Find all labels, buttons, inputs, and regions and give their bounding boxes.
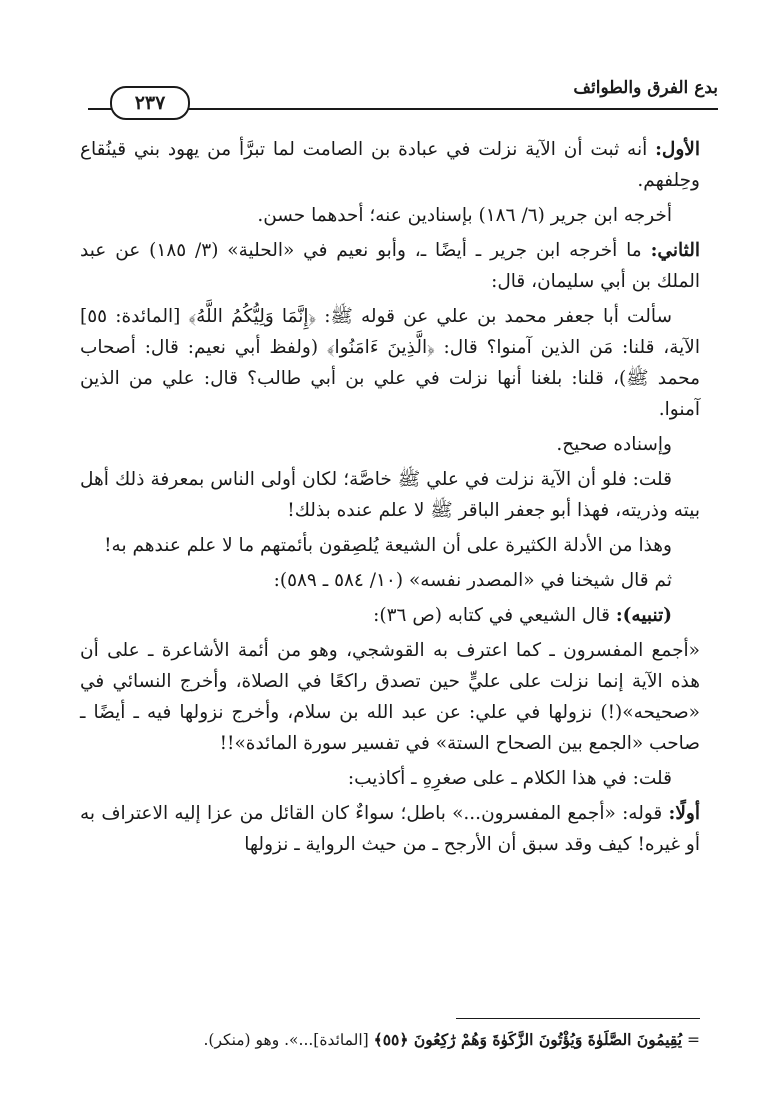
paragraph-text: قوله: «أجمع المفسرون...» باطل؛ سواءٌ كان القائل من عزا إليه الاعتراف به أو غيره! كيف وقد سبق أن الأرجح ـ من حيث الرواية ـ نزولها (80, 803, 700, 855)
page-header (88, 72, 718, 118)
paragraph (80, 200, 700, 231)
footnote-verse: يُقِيمُونَ الصَّلَوٰةَ وَيُؤْتُونَ الزَّكَوٰةَ وَهُمْ رَٰكِعُونَ ﴿٥٥﴾ (373, 1030, 683, 1049)
paragraph (80, 798, 700, 860)
paragraph-text: قلت: فلو أن الآية نزلت في علي ﷺ خاصَّة؛ لكان أولى الناس بمعرفة ذلك أهل بيته وذريته، فهذا أبو جعفر الباقر ﷺ لا علم عنده بذلك! (80, 469, 700, 521)
page-number: ٢٣٧ (110, 86, 190, 120)
page-body (80, 134, 700, 864)
paragraph-text: سألت أبا جعفر محمد بن علي عن قوله ﷺ: ﴿إِنَّمَا وَلِيُّكُمُ اللَّهُ﴾ [المائدة: ٥٥] الآية، قلنا: مَن الذين آمنوا؟ قال: ﴿الَّذِينَ ءَامَنُوا﴾ (ولفظ أبي نعيم: قال: أصحاب محمد ﷺ)، قلنا: بلغنا أنها نزلت في علي بن أبي طالب؟ قال: علي من الذين آمنوا. (80, 306, 700, 420)
paragraph-text: ما أخرجه ابن جرير ـ أيضًا ـ، وأبو نعيم في «الحلية» (٣/ ١٨٥) عن عبد الملك بن أبي سليمان، قال: (80, 240, 700, 292)
paragraph (80, 763, 700, 794)
book-title: بدع الفرق والطوائف (573, 78, 718, 98)
paragraph-label: (تنبيه): (615, 605, 672, 626)
paragraph (80, 635, 700, 759)
footnote-rule (456, 1018, 700, 1019)
footnote-rest: [المائدة]...». وهو (منكر). (203, 1031, 374, 1049)
paragraph-text: قلت: في هذا الكلام ـ على صغرِهِ ـ أكاذيب: (347, 768, 672, 789)
paragraph-text: قال الشيعي في كتابه (ص ٣٦): (373, 605, 616, 626)
paragraph-text: ثم قال شيخنا في «المصدر نفسه» (١٠/ ٥٨٤ ـ ٥٨٩): (273, 570, 672, 591)
paragraph (80, 464, 700, 526)
paragraph-label: أولًا: (668, 803, 700, 824)
paragraph-text: وإسناده صحيح. (556, 434, 672, 455)
paragraph (80, 429, 700, 460)
paragraph-label: الثاني: (650, 240, 700, 261)
footnote (80, 1028, 700, 1052)
paragraph-text: «أجمع المفسرون ـ كما اعترف به القوشجي، وهو من أئمة الأشاعرة ـ على أن هذه الآية إنما نزلت على عليٍّ حين تصدق راكعًا في الصلاة، وأخرج النسائي في «صحيحه»(!) نزولها في علي: عن عبد الله بن سلام، وأخرج نزولها فيه ـ أيضًا ـ صاحب «الجمع بين الصحاح الستة» في تفسير سورة المائدة»!! (80, 640, 700, 754)
paragraph (80, 235, 700, 297)
paragraph-label: الأول: (655, 139, 700, 160)
footnote-marker: = (687, 1031, 700, 1049)
paragraph (80, 530, 700, 561)
paragraph-text: أخرجه ابن جرير (٦/ ١٨٦) بإسنادين عنه؛ أحدهما حسن. (257, 205, 672, 226)
paragraph-text: أنه ثبت أن الآية نزلت في عبادة بن الصامت لما تبرَّأ من يهود بني قينُقاع وحِلفهم. (80, 139, 700, 191)
paragraph-text: وهذا من الأدلة الكثيرة على أن الشيعة يُلصِقون بأئمتهم ما لا علم عندهم به! (104, 535, 672, 556)
paragraph (80, 600, 700, 631)
paragraph (80, 301, 700, 425)
paragraph (80, 134, 700, 196)
paragraph (80, 565, 700, 596)
